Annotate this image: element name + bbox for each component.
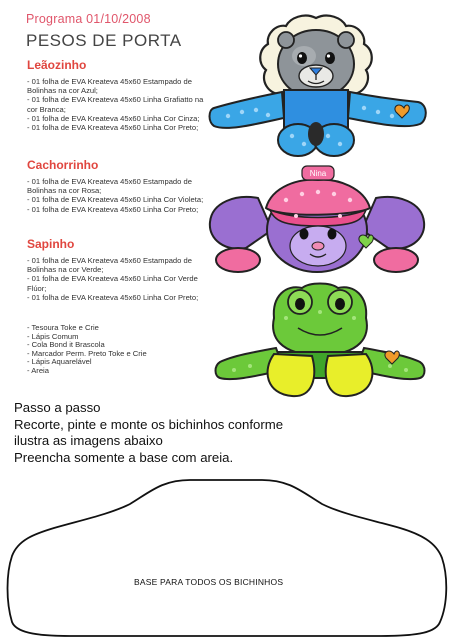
material-item: - 01 folha de EVA Kreateva 45x60 Linha Cor Preto;	[27, 204, 199, 214]
material-item: - 01 folha de EVA Kreateva 45x60 Linha Cor Cinza;	[27, 113, 200, 123]
materials-list-leaozinho	[27, 77, 215, 132]
section-title-leaozinho: Leãozinho	[27, 58, 87, 72]
program-date: Programa 01/10/2008	[26, 12, 151, 26]
materials-list-sapinho	[27, 256, 215, 302]
material-item: - 01 folha de EVA Kreateva 45x60 Linha Cor Preto;	[27, 292, 199, 302]
tool-item: - Cola Bond it Brascola	[27, 340, 105, 350]
tool-item: - Tesoura Toke e Crie	[27, 323, 99, 332]
tool-item: - Lápis Aquarelável	[27, 357, 92, 367]
material-item: - 01 folha de EVA Kreateva 45x60 Linha Cor Violeta;	[27, 195, 204, 205]
frog-figure	[214, 278, 426, 402]
lion-figure	[208, 12, 430, 160]
section-title-cachorrinho: Cachorrinho	[27, 158, 99, 172]
material-item: - 01 folha de EVA Kreateva 45x60 Estampado de Bolinhas na cor Rosa;	[27, 177, 192, 196]
material-item: - 01 folha de EVA Kreateva 45x60 Estampado de Bolinhas na cor Verde;	[27, 256, 192, 275]
dog-figure	[206, 160, 428, 278]
material-item: - 01 folha de EVA Kreateva 45x60 Linha Cor Verde Flúor;	[27, 274, 198, 293]
materials-list-cachorrinho	[27, 177, 215, 214]
material-item: - 01 folha de EVA Kreateva 45x60 Estampado de Bolinhas na cor Azul;	[27, 77, 192, 96]
base-label: BASE PARA TODOS OS BICHINHOS	[134, 577, 284, 587]
tool-item: - Marcador Perm. Preto Toke e Crie	[27, 348, 147, 358]
instructions-line: Preencha somente a base com areia.	[14, 449, 234, 465]
instructions	[14, 400, 283, 466]
dog-name-tag: Nina	[309, 169, 327, 178]
page-title: PESOS DE PORTA	[26, 31, 182, 50]
tools-list	[27, 324, 215, 376]
instructions-heading: Passo a passo	[14, 400, 101, 415]
tool-item: - Areia	[27, 365, 49, 375]
instructions-line: Recorte, pinte e monte os bichinhos conforme	[14, 416, 284, 432]
instructions-line: ilustra as imagens abaixo	[14, 433, 163, 448]
base-template-outline	[0, 470, 452, 640]
tool-item: - Lápis Comum	[27, 331, 79, 341]
material-item: - 01 folha de EVA Kreateva 45x60 Linha Grafiatto na cor Branca;	[27, 95, 204, 114]
section-title-sapinho: Sapinho	[27, 237, 75, 251]
material-item: - 01 folha de EVA Kreateva 45x60 Linha Cor Preto;	[27, 123, 199, 133]
